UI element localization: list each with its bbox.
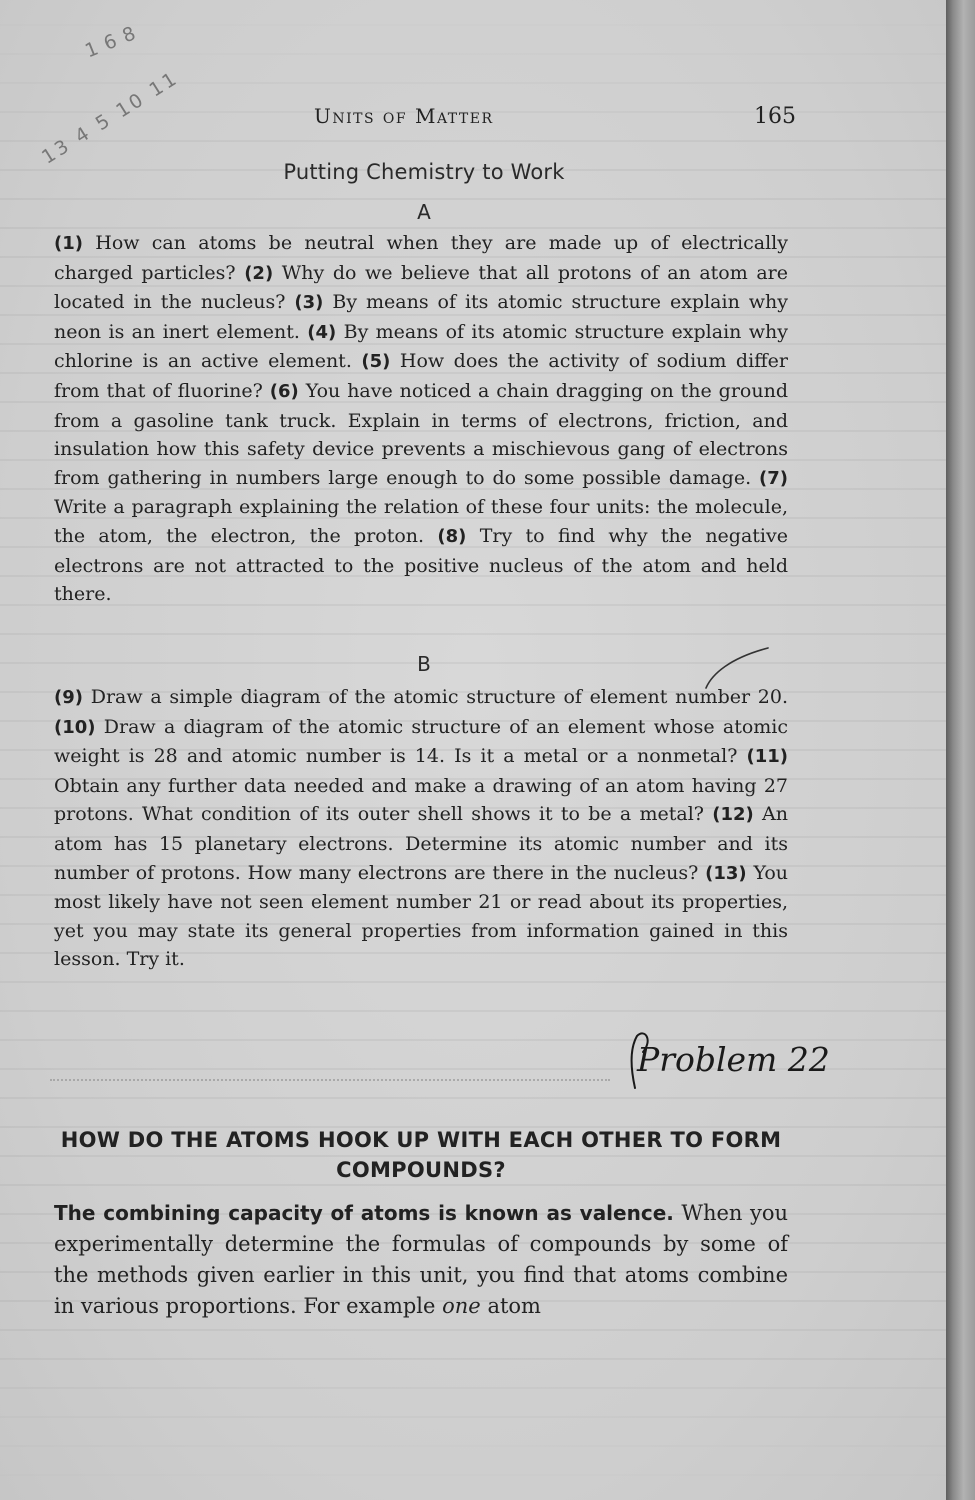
section-title: Putting Chemistry to Work [283, 160, 565, 184]
part-b-letter: B [417, 652, 431, 676]
question-number: (13) [705, 862, 747, 884]
question-number: (7) [759, 467, 788, 489]
question-text: Obtain any further data needed and make a drawing of an atom having 27 protons. What condition of its outer shell shows it to be a metal? [54, 774, 788, 826]
question-text: By means of its atomic structure explain why chlorine is an active element. [54, 320, 788, 373]
question-number: (6) [269, 380, 299, 402]
question-text: Write a paragraph explaining the relation of these four units: the molecule, the atom, the electron, the proton. [54, 496, 788, 547]
question-number: (5) [361, 351, 391, 373]
body-emphasis: one [442, 1294, 481, 1318]
question-text: Draw a simple diagram of the atomic structure of element number 20. [90, 686, 788, 708]
question-number: (8) [437, 525, 467, 547]
book-gutter-edge [946, 0, 975, 1500]
question-text: How can atoms be neutral when they are made up of electrically charged particles? [54, 232, 788, 284]
question-text: An atom has 15 planetary electrons. Determine its atomic number and its number of protons. How many electrons are there in the nucleus? [54, 803, 788, 884]
question-text: You have noticed a chain dragging on the ground from a gasoline tank truck. Explain in terms of electrons, friction, and insulation how this safety device prevents a mischievous gang of electrons from gathering in numbers large enough to do some possible damage. [54, 379, 789, 489]
problem-heading: HOW DO THE ATOMS HOOK UP WITH EACH OTHER TO FORM COMPOUNDS? [60, 1128, 782, 1182]
question-number: (4) [307, 321, 337, 343]
part-a-letter: A [417, 200, 431, 224]
pencil-note-top: 168 [82, 19, 147, 63]
body-text-end: atom [487, 1294, 541, 1318]
question-text: How does the activity of sodium differ from that of fluorine? [54, 350, 788, 402]
question-text: You most likely have not seen element number 21 or read about its properties, yet you may state its general properties from information gained in this lesson. Try it. [54, 861, 789, 971]
question-number: (1) [54, 233, 83, 254]
part-b-questions [54, 683, 788, 974]
problem-label-text: Problem 22 [637, 1040, 830, 1079]
faint-divider [50, 1079, 610, 1081]
question-number: (10) [54, 716, 96, 738]
page-number: 165 [754, 104, 796, 129]
question-text: Draw a diagram of the atomic structure of an element whose atomic weight is 28 and atomic number is 14. Is it a metal or a nonmetal? [54, 715, 788, 768]
body-text: When you experimentally determine the formulas of compounds by some of the methods given earlier in this unit, you find that atoms combine in various proportions. For example [54, 1201, 788, 1318]
question-number: (2) [244, 262, 274, 284]
lead-sentence: The combining capacity of atoms is known as valence. [54, 1201, 674, 1225]
question-text: Why do we believe that all protons of an atom are located in the nucleus? [54, 261, 788, 314]
pencil-note-margin: 13 4 5 10 11 [38, 66, 183, 169]
question-number: (9) [54, 687, 83, 708]
question-number: (12) [712, 804, 754, 826]
running-head: Units of Matter [314, 104, 494, 128]
question-text: Try to find why the negative electrons are not attracted to the positive nucleus of the atom and held there. [54, 524, 788, 606]
part-a-questions [54, 229, 788, 609]
question-number: (11) [746, 746, 788, 768]
question-number: (3) [294, 292, 324, 314]
body-paragraph [54, 1198, 788, 1322]
handwritten-problem-label [615, 1030, 830, 1088]
question-text: By means of its atomic structure explain why neon is an inert element. [54, 291, 789, 343]
